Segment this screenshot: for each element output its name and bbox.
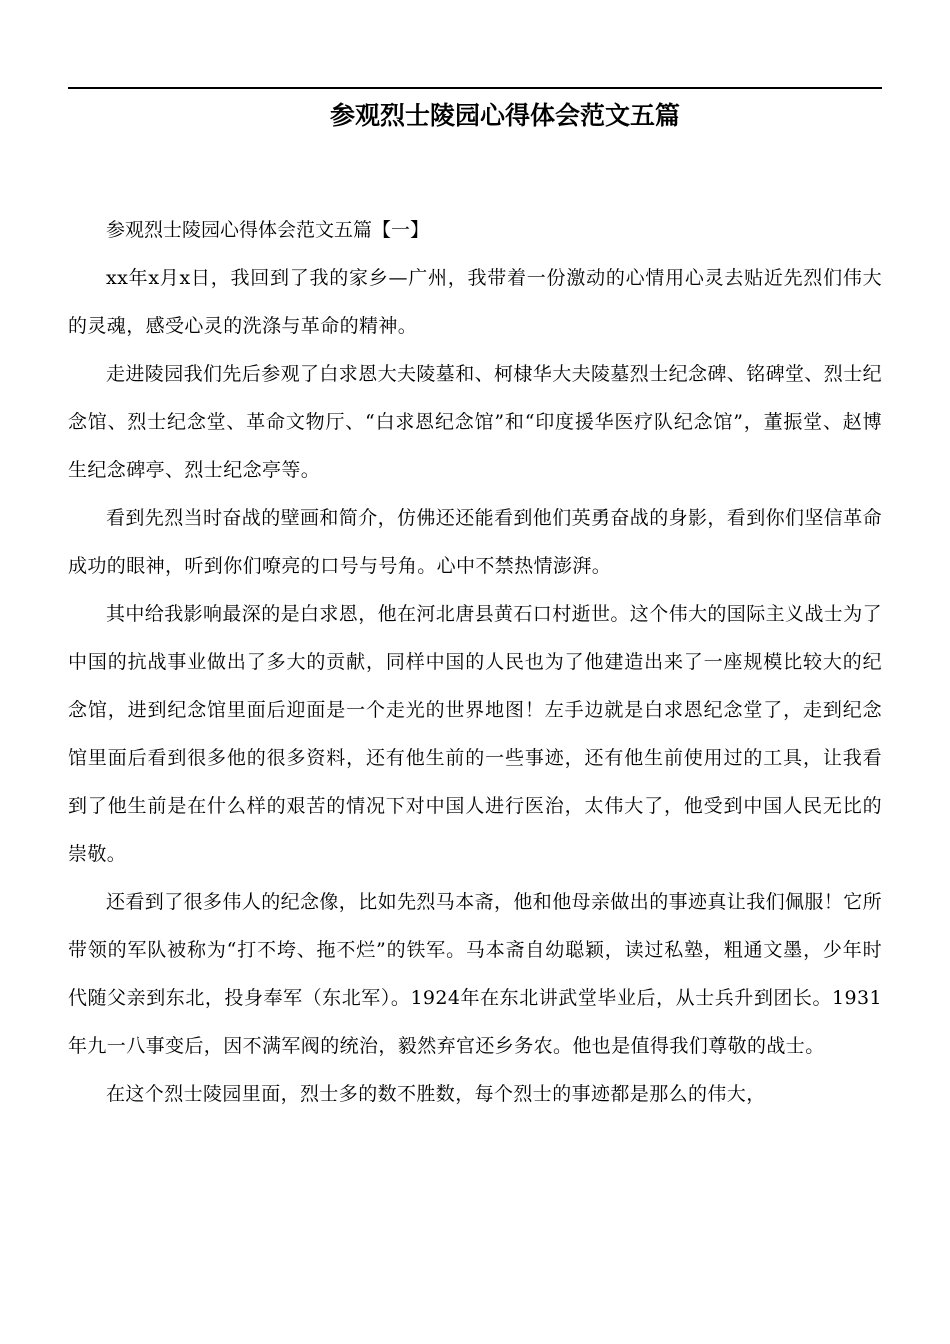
paragraph: xx年x月x日，我回到了我的家乡—广州，我带着一份激动的心情用心灵去贴近先烈们伟大的灵魂，感受心灵的洗涤与革命的精神。 <box>68 267 882 337</box>
paragraph: 还看到了很多伟人的纪念像，比如先烈马本斋，他和他母亲做出的事迹真让我们佩服！它所带领的军队被称为“打不垮、拖不烂”的铁军。马本斋自幼聪颖，读过私塾，粗通文墨，少年时代随父亲到东北，投身奉军（东北军）。1924年在东北讲武堂毕业后，从士兵升到团长。1931年九一八事变后，因不满军阀的统治，毅然弃官还乡务农。他也是值得我们尊敬的战士。 <box>68 891 883 1057</box>
section-heading: 参观烈士陵园心得体会范文五篇【一】 <box>106 219 430 241</box>
paragraph: 在这个烈士陵园里面，烈士多的数不胜数，每个烈士的事迹都是那么的伟大， <box>106 1083 766 1105</box>
paragraph: 看到先烈当时奋战的壁画和简介，仿佛还还能看到他们英勇奋战的身影，看到你们坚信革命成功的眼神，听到你们嘹亮的口号与号角。心中不禁热情澎湃。 <box>68 507 883 577</box>
paragraph: 其中给我影响最深的是白求恩，他在河北唐县黄石口村逝世。这个伟大的国际主义战士为了中国的抗战事业做出了多大的贡献，同样中国的人民也为了他建造出来了一座规模比较大的纪念馆，进到纪念馆里面后迎面是一个走光的世界地图！左手边就是白求恩纪念堂了，走到纪念馆里面后看到很多他的很多资料，还有他生前的一些事迹，还有他生前使用过的工具，让我看到了他生前是在什么样的艰苦的情况下对中国人进行医治，太伟大了，他受到中国人民无比的崇敬。 <box>68 603 883 865</box>
header-rule <box>68 87 882 89</box>
document-title: 参观烈士陵园心得体会范文五篇 <box>329 101 680 130</box>
paragraph: 走进陵园我们先后参观了白求恩大夫陵墓和、柯棣华大夫陵墓烈士纪念碑、铭碑堂、烈士纪念馆、烈士纪念堂、革命文物厅、“白求恩纪念馆”和“印度援华医疗队纪念馆”，董振堂、赵博生纪念碑亭、烈士纪念亭等。 <box>68 363 883 481</box>
document-body <box>68 206 882 1118</box>
